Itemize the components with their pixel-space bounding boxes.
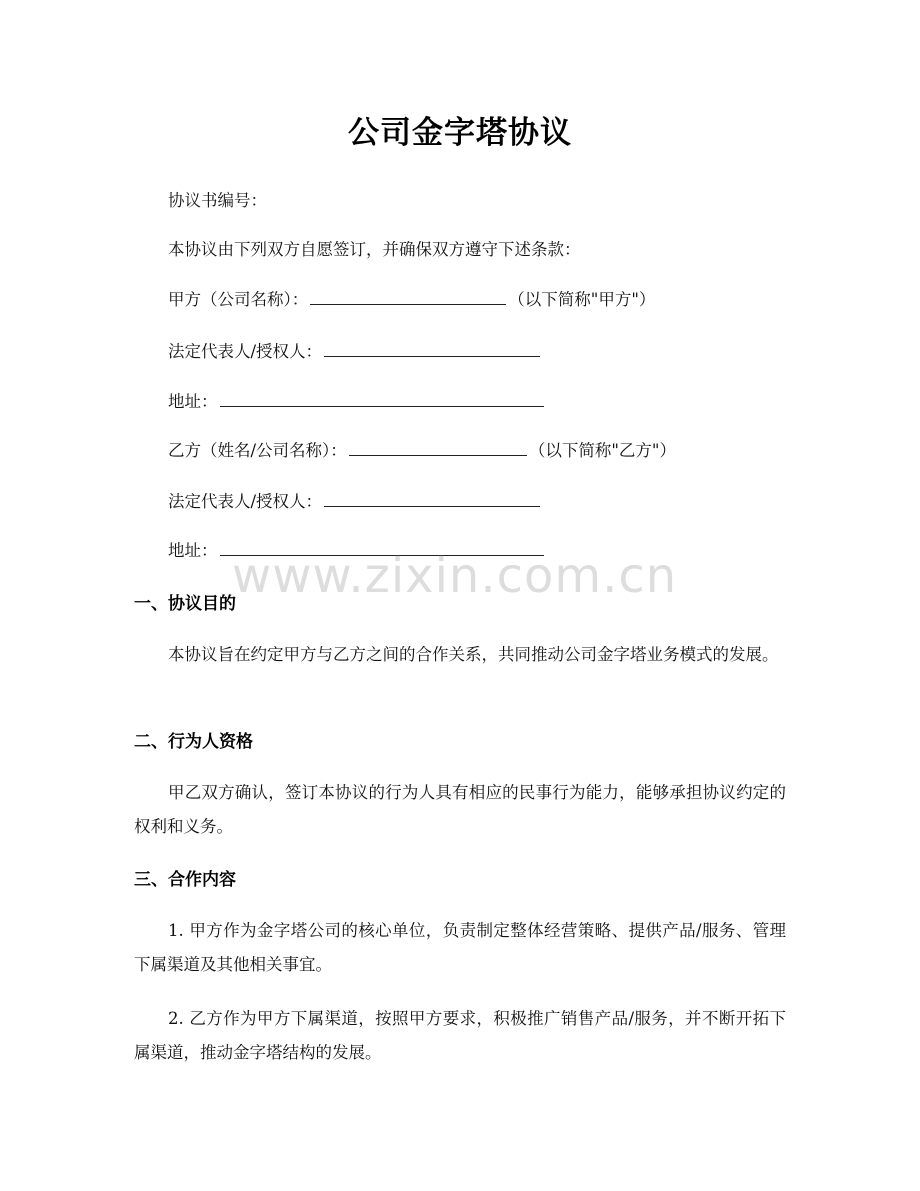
section-paragraph-cooperation-2: 2. 乙方作为甲方下属渠道，按照甲方要求，积极推广销售产品/服务，并不断开拓下属渠道，推动金字塔结构的发展。	[134, 1009, 786, 1062]
section-paragraph-qualification: 甲乙双方确认，签订本协议的行为人具有相应的民事行为能力，能够承担协议约定的权利和义务。	[134, 783, 786, 836]
party-b-label: 乙方（姓名/公司名称）：	[168, 441, 347, 460]
party-a-line	[168, 288, 655, 312]
party-a-suffix: （以下简称"甲方"）	[508, 290, 656, 309]
intro-text: 本协议由下列双方自愿签订，并确保双方遵守下述条款：	[168, 240, 581, 259]
party-b-rep-label: 法定代表人/授权人：	[168, 492, 323, 511]
party-b-address-label: 地址：	[168, 541, 218, 560]
party-a-name-field[interactable]	[310, 288, 506, 305]
party-b-rep-field[interactable]	[324, 490, 540, 507]
agreement-number-line	[168, 189, 267, 213]
party-a-label: 甲方（公司名称）：	[168, 290, 309, 309]
party-b-name-field[interactable]	[349, 439, 527, 456]
party-b-line	[168, 439, 676, 463]
section-heading-purpose: 一、协议目的	[134, 594, 236, 614]
party-a-address-field[interactable]	[220, 390, 544, 407]
party-a-rep-field[interactable]	[324, 340, 540, 357]
section-heading-qualification: 二、行为人资格	[134, 732, 253, 752]
intro-line	[168, 238, 581, 262]
section-paragraph-cooperation-1: 1. 甲方作为金字塔公司的核心单位，负责制定整体经营策略、提供产品/服务、管理下属渠道及其他相关事宜。	[134, 921, 786, 974]
document-title: 公司金字塔协议	[348, 115, 572, 151]
agreement-number-label: 协议书编号：	[168, 191, 267, 210]
party-b-address-line	[168, 539, 546, 563]
party-a-rep-label: 法定代表人/授权人：	[168, 342, 323, 361]
section-paragraph-purpose: 本协议旨在约定甲方与乙方之间的合作关系，共同推动公司金字塔业务模式的发展。	[168, 645, 779, 664]
party-b-suffix: （以下简称"乙方"）	[528, 441, 676, 460]
party-a-address-label: 地址：	[168, 392, 218, 411]
party-a-rep-line	[168, 340, 542, 364]
party-a-address-line	[168, 390, 546, 414]
section-heading-cooperation: 三、合作内容	[134, 870, 236, 890]
watermark: www.zixin.com.cn	[232, 548, 678, 604]
party-b-address-field[interactable]	[220, 539, 544, 556]
party-b-rep-line	[168, 490, 542, 514]
